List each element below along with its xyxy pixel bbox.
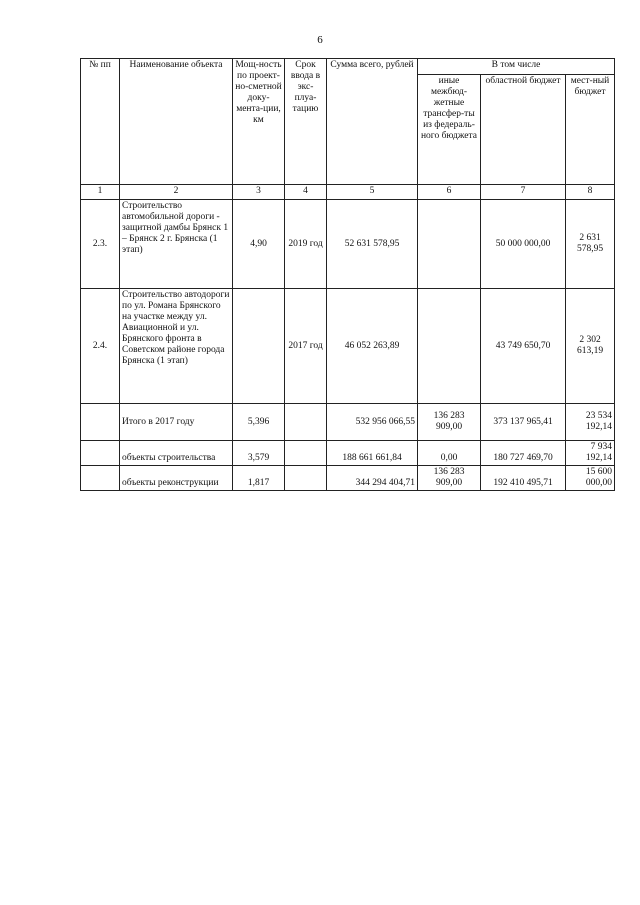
header-col-federal: иные межбюд-жетные трансфер-ты из федераль-ного бюджета (418, 75, 481, 185)
index-cell: 8 (566, 185, 615, 200)
header-col-name: Наименование объекта (120, 59, 233, 185)
row-number: 2.4. (81, 289, 120, 404)
header-group-including: В том числе (418, 59, 615, 75)
row-name: Строительство автомобильной дороги - защитной дамбы Брянск 1 – Брянск 2 г. Брянска (1 этап) (120, 200, 233, 289)
index-cell: 2 (120, 185, 233, 200)
summary-total: 532 956 066,55 (327, 404, 418, 441)
summary-federal: 0,00 (418, 441, 481, 466)
summary-federal: 136 283 909,00 (418, 404, 481, 441)
table-row (81, 200, 615, 289)
summary-local: 23 534 192,14 (566, 404, 615, 441)
summary-name: объекты реконструкции (120, 466, 233, 491)
row-federal (418, 289, 481, 404)
index-cell: 6 (418, 185, 481, 200)
summary-row-reconstruction (81, 466, 615, 491)
header-col-term: Срок ввода в экс-плуа-тацию (285, 59, 327, 185)
summary-row-total (81, 404, 615, 441)
page-number: 6 (317, 34, 323, 46)
empty-cell (81, 441, 120, 466)
header-col-total: Сумма всего, рублей (327, 59, 418, 185)
row-capacity (233, 289, 285, 404)
summary-capacity: 5,396 (233, 404, 285, 441)
row-local: 2 302 613,19 (566, 289, 615, 404)
header-col-number: № пп (81, 59, 120, 185)
table-row (81, 289, 615, 404)
empty-cell (285, 441, 327, 466)
column-index-row (81, 185, 615, 200)
index-cell: 5 (327, 185, 418, 200)
header-col-local: мест-ный бюджет (566, 75, 615, 185)
empty-cell (285, 466, 327, 491)
row-term: 2019 год (285, 200, 327, 289)
empty-cell (81, 466, 120, 491)
objects-table (80, 58, 615, 491)
row-number: 2.3. (81, 200, 120, 289)
row-name: Строительство автодороги по ул. Романа Брянского на участке между ул. Авиационной и ул. Брянского фронта в Советском районе города Брянска (1 этап) (120, 289, 233, 404)
summary-local: 7 934 192,14 (566, 441, 615, 466)
index-cell: 7 (481, 185, 566, 200)
summary-capacity: 3,579 (233, 441, 285, 466)
summary-regional: 180 727 469,70 (481, 441, 566, 466)
row-regional: 50 000 000,00 (481, 200, 566, 289)
row-federal (418, 200, 481, 289)
row-term: 2017 год (285, 289, 327, 404)
row-regional: 43 749 650,70 (481, 289, 566, 404)
empty-cell (81, 404, 120, 441)
header-col-regional: областной бюджет (481, 75, 566, 185)
index-cell: 3 (233, 185, 285, 200)
summary-local: 15 600 000,00 (566, 466, 615, 491)
summary-name: объекты строительства (120, 441, 233, 466)
row-local: 2 631 578,95 (566, 200, 615, 289)
empty-cell (285, 404, 327, 441)
row-capacity: 4,90 (233, 200, 285, 289)
summary-name: Итого в 2017 году (120, 404, 233, 441)
summary-total: 344 294 404,71 (327, 466, 418, 491)
summary-federal: 136 283 909,00 (418, 466, 481, 491)
summary-total: 188 661 661,84 (327, 441, 418, 466)
row-total: 46 052 263,89 (327, 289, 418, 404)
summary-regional: 192 410 495,71 (481, 466, 566, 491)
summary-row-construction (81, 441, 615, 466)
summary-regional: 373 137 965,41 (481, 404, 566, 441)
summary-capacity: 1,817 (233, 466, 285, 491)
index-cell: 1 (81, 185, 120, 200)
header-col-capacity: Мощ-ность по проект-но-сметной доку-мента-ции, км (233, 59, 285, 185)
row-total: 52 631 578,95 (327, 200, 418, 289)
index-cell: 4 (285, 185, 327, 200)
